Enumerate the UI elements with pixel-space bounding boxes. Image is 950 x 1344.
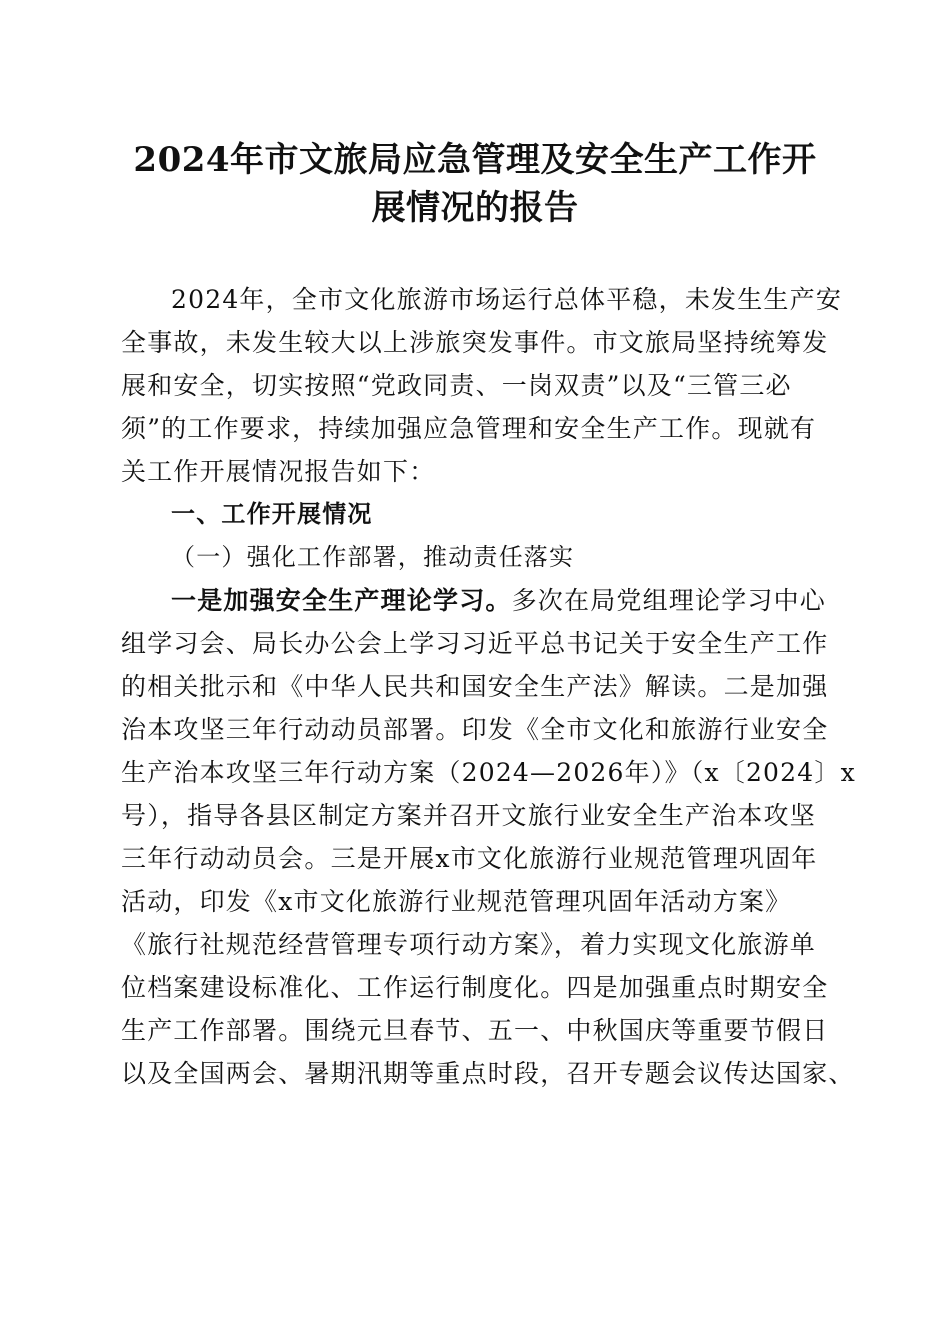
- document-title: [100, 136, 850, 232]
- paragraph-line-rest: 多次在局党组理论学习中心: [511, 586, 827, 615]
- title-line-1: 2024年市文旅局应急管理及安全生产工作开: [133, 140, 817, 180]
- paragraph-line: 《旅行社规范经营管理专项行动方案》，着力实现文化旅游单: [121, 930, 816, 959]
- section-heading: 一、工作开展情况: [171, 500, 373, 528]
- paragraph-lead: 一是加强安全生产理论学习。: [171, 586, 512, 615]
- paragraph-line: 号），指导各县区制定方案并召开文旅行业安全生产治本攻坚: [121, 801, 816, 830]
- paragraph-line: 的相关批示和《中华人民共和国安全生产法》解读。二是加强: [121, 672, 829, 701]
- intro-line: 展和安全，切实按照“党政同责、一岗双责”以及“三管三必: [121, 371, 792, 400]
- paragraph-line: 生产工作部署。围绕元旦春节、五一、中秋国庆等重要节假日: [121, 1016, 829, 1045]
- intro-line: 须”的工作要求，持续加强应急管理和安全生产工作。现就有: [121, 414, 817, 443]
- subsection-heading: （一）强化工作部署，推动责任落实: [171, 543, 575, 571]
- paragraph-line: 组学习会、局长办公会上学习习近平总书记关于安全生产工作: [121, 629, 829, 658]
- paragraph-line: [121, 579, 831, 622]
- intro-line: 关工作开展情况报告如下：: [121, 457, 436, 486]
- paragraph-line: 治本攻坚三年行动动员部署。印发《全市文化和旅游行业安全: [121, 715, 829, 744]
- intro-line: 2024年，全市文化旅游市场运行总体平稳，未发生生产安: [171, 285, 843, 314]
- document-body: [121, 278, 856, 1095]
- paragraph-line: 位档案建设标准化、工作运行制度化。四是加强重点时期安全: [121, 973, 829, 1002]
- paragraph-line: 三年行动动员会。三是开展x市文化旅游行业规范管理巩固年: [121, 844, 818, 873]
- paragraph-line: 以及全国两会、暑期汛期等重点时段，召开专题会议传达国家、: [121, 1059, 855, 1088]
- intro-line: 全事故，未发生较大以上涉旅突发事件。市文旅局坚持统筹发: [121, 328, 829, 357]
- paragraph-line: 活动，印发《x市文化旅游行业规范管理巩固年活动方案》: [121, 887, 792, 916]
- paragraph-line: 生产治本攻坚三年行动方案（2024—2026年）》（x〔2024〕x: [121, 758, 856, 787]
- title-line-2: 展情况的报告: [371, 188, 579, 228]
